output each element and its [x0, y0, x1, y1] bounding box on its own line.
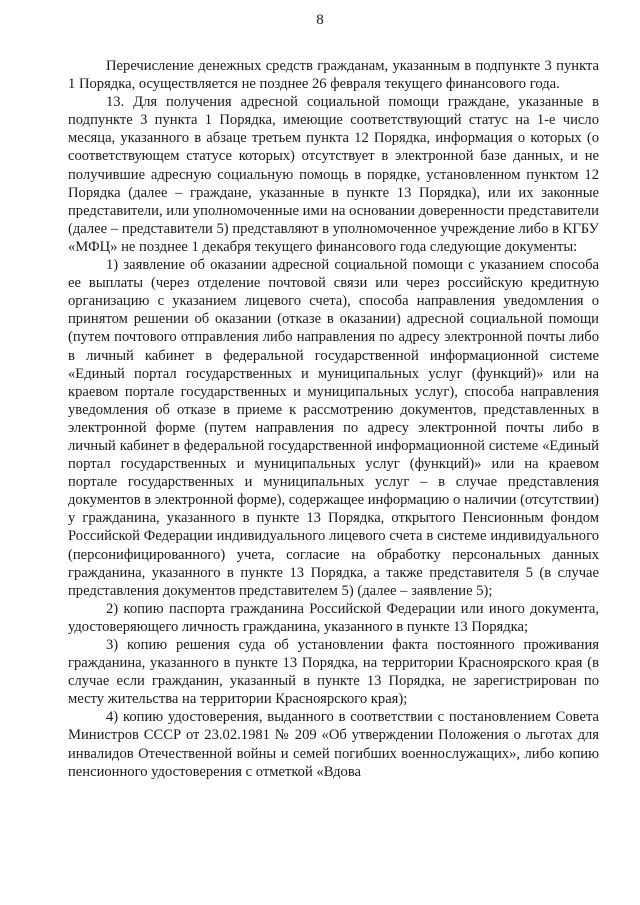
list-item-3: 3) копию решения суда об установлении факта постоянного проживания гражданина, указанного в пункте 13 Порядка, на территории Красноярского края (в случае если гражданин, указанный в пункте 13 Порядка, не зарегистрирован по месту жительства на территории Красноярского края); — [68, 637, 599, 708]
list-item-2: 2) копию паспорта гражданина Российской Федерации или иного документа, удостоверяющего личность гражданина, указанного в пункте 13 Порядка; — [68, 600, 599, 635]
paragraph-transfer: Перечисление денежных средств гражданам, указанным в подпункте 3 пункта 1 Порядка, осуществляется не позднее 26 февраля текущего финансового года. — [68, 58, 599, 93]
document-body — [68, 57, 599, 781]
paragraph-section-13: 13. Для получения адресной социальной помощи граждане, указанные в подпункте 3 пункта 1 Порядка, имеющие соответствующий статус на 1-е число месяца, указанного в абзаце третьем пункта 12 Порядка, информация о которых (о соответствующем статусе которых) отсутствует в электронной базе данных, и не получившие адресную социальную помощь в порядке, установленном пунктом 12 Порядка (далее – граждане, указанные в пункте 13 Порядка), или их законные представители, или уполномоченные ими на основании доверенности представители (далее – представители 5) представляют в уполномоченное учреждение либо в КГБУ «МФЦ» не позднее 1 декабря текущего финансового года следующие документы: — [68, 94, 599, 255]
list-item-1: 1) заявление об оказании адресной социальной помощи с указанием способа ее выплаты (через отделение почтовой связи или через российскую кредитную организацию с указанием лицевого счета), способа направления уведомления о принятом решении об оказании (отказе в оказании) адресной социальной помощи (путем почтового отправления либо направления по адресу электронной почты либо в личный кабинет в федеральной государственной информационной системе «Единый портал государственных и муниципальных услуг (функций)» или на краевом портале государственных и муниципальных услуг), способа направления уведомления об отказе в приеме к рассмотрению документов, представленных в электронной форме (путем направления по адресу электронной почты либо в личный кабинет в федеральной государственной информационной системе «Единый портал государственных и муниципальных услуг (функций)» или на краевом портале государственных и муниципальных услуг – в случае представления документов в электронной форме), содержащее информацию о наличии (отсутствии) у гражданина, указанного в пункте 13 Порядка, открытого Пенсионным фондом Российской Федерации индивидуального лицевого счета в системе индивидуального (персонифицированного) учета, согласие на обработку персональных данных гражданина, указанного в пункте 13 Порядка, а также представителя 5 (в случае представления документов представителем 5) (далее – заявление 5); — [68, 257, 599, 599]
list-item-4: 4) копию удостоверения, выданного в соответствии с постановлением Совета Министров СССР от 23.02.1981 № 209 «Об утверждении Положения о льготах для инвалидов Отечественной войны и семей погибших военнослужащих», либо копию пенсионного удостоверения с отметкой «Вдова — [68, 709, 599, 780]
page-number: 8 — [316, 12, 324, 28]
